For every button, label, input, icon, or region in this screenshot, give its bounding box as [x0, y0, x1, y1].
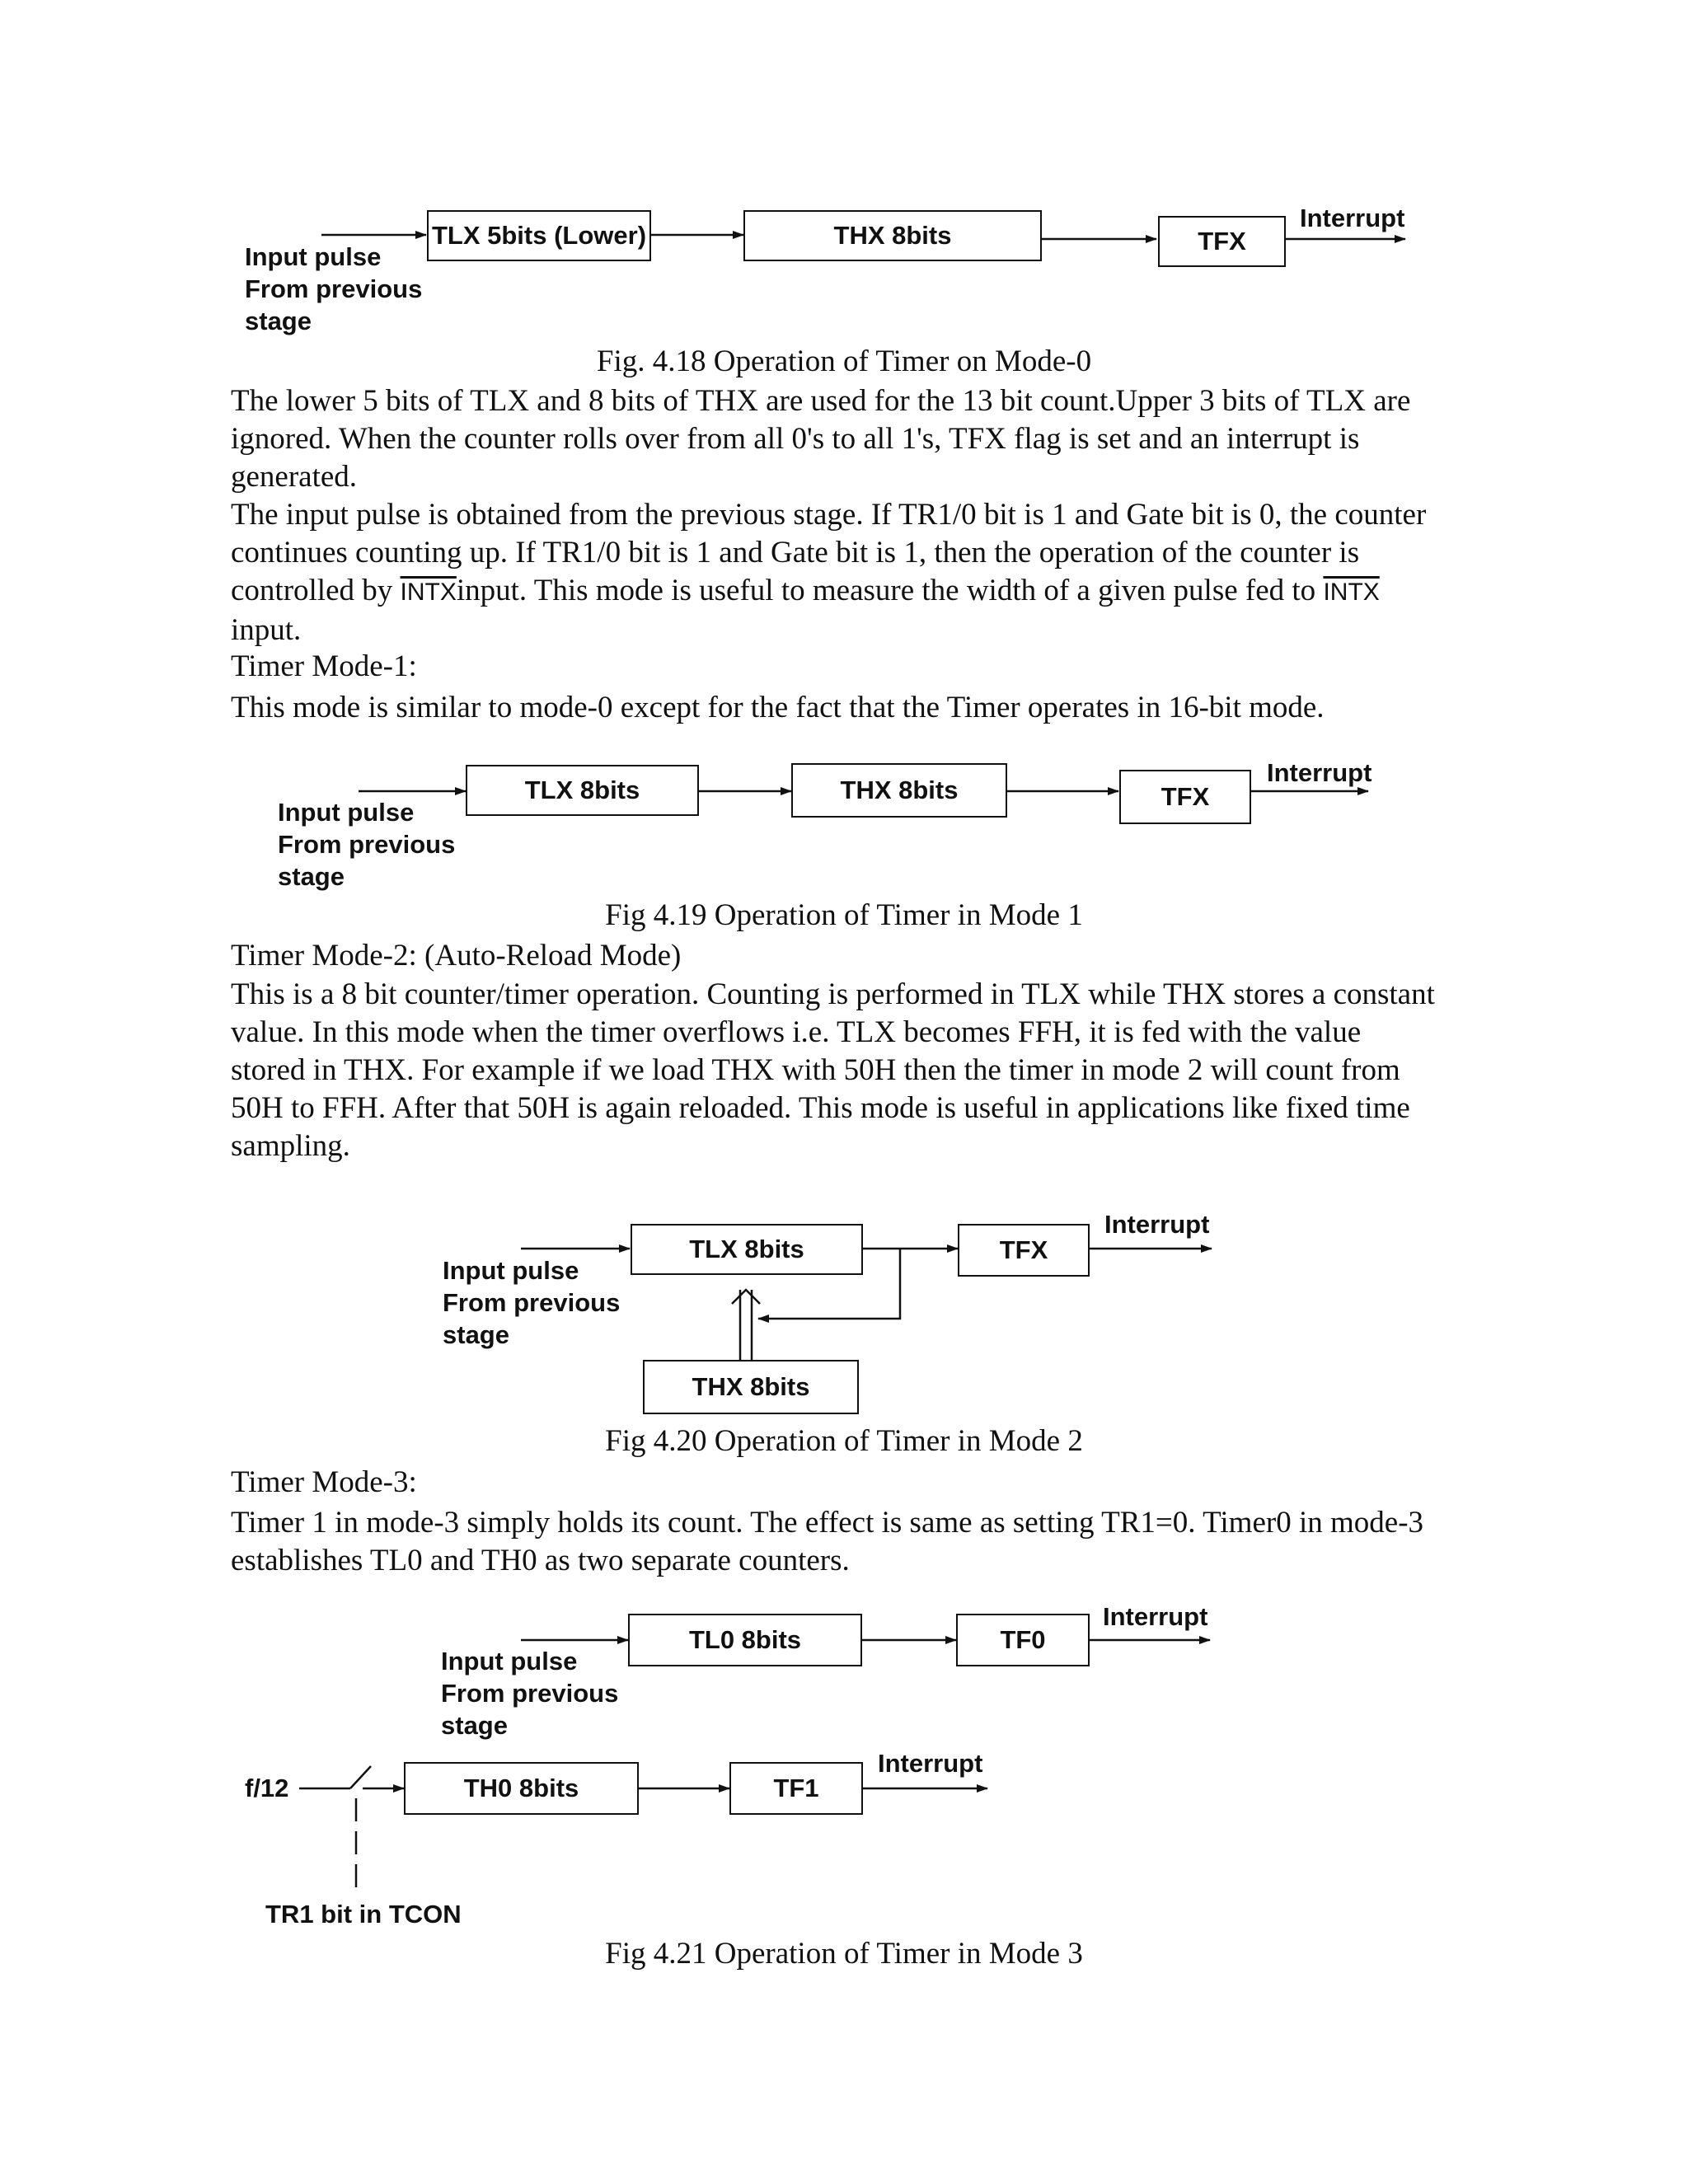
fig19-input-label-2: From previous — [278, 830, 456, 859]
mode3-heading: Timer Mode-3: — [231, 1465, 417, 1499]
fig21-caption: Fig 4.21 Operation of Timer in Mode 3 — [605, 1937, 1083, 1971]
fig18-tlx-box: TLX 5bits (Lower) — [427, 210, 651, 261]
fig19-interrupt-label: Interrupt — [1267, 758, 1372, 787]
fig20-input-label-1: Input pulse — [443, 1256, 579, 1285]
input-pulse-text-c: input. — [231, 613, 302, 647]
fig20-caption: Fig 4.20 Operation of Timer in Mode 2 — [605, 1424, 1083, 1458]
mode1-heading: Timer Mode-1: — [231, 649, 417, 683]
mode3-description: Timer 1 in mode-3 simply holds its count. The effect is same as setting TR1=0. Timer0 in mode-3 establishes TL0 and TH0 as two separate counters. — [231, 1506, 1424, 1577]
fig19-input-label-3: stage — [278, 862, 345, 891]
fig18-input-label-1: Input pulse — [245, 242, 382, 271]
fig20-thx-box: THX 8bits — [643, 1360, 859, 1414]
fig19-tlx-box: TLX 8bits — [466, 765, 699, 816]
fig19-input-label-1: Input pulse — [278, 798, 415, 827]
fig20-interrupt-label: Interrupt — [1104, 1210, 1210, 1239]
fig20-input-label-2: From previous — [443, 1288, 621, 1317]
fig20-tfx-box: TFX — [958, 1224, 1090, 1277]
fig21-input-label-2: From previous — [441, 1679, 619, 1708]
input-pulse-description — [231, 496, 1442, 649]
input-pulse-text-b: input. This mode is useful to measure the width of a given pulse fed to — [456, 574, 1324, 607]
fig19-thx-box: THX 8bits — [791, 763, 1007, 818]
mode2-description: This is a 8 bit counter/timer operation. Counting is performed in TLX while THX stores a constant value. In this mode when the timer overflows i.e. TLX becomes FFH, it is fed with the value stored in THX. For example if we load THX with 50H then the timer in mode 2 will count from 50H to FFH. After that 50H is again reloaded. This mode is useful in applications like fixed time sampling. — [231, 977, 1435, 1163]
fig18-input-label-3: stage — [245, 307, 312, 335]
fig19-caption: Fig 4.19 Operation of Timer in Mode 1 — [605, 898, 1083, 932]
fig18-interrupt-label: Interrupt — [1300, 204, 1405, 232]
fig18-tfx-box: TFX — [1158, 216, 1286, 267]
fig21-tr1-label: TR1 bit in TCON — [265, 1900, 462, 1929]
fig21-interrupt-bottom-label: Interrupt — [878, 1749, 983, 1778]
mode0-description: The lower 5 bits of TLX and 8 bits of THX are used for the 13 bit count.Upper 3 bits of TLX are ignored. When the counter rolls over from all 0's to all 1's, TFX flag is set and an interrupt is generated. — [231, 384, 1411, 494]
fig21-interrupt-top-label: Interrupt — [1103, 1602, 1208, 1631]
fig20-tlx-box: TLX 8bits — [631, 1224, 863, 1275]
fig18-input-label-2: From previous — [245, 274, 423, 303]
fig19-tfx-box: TFX — [1119, 770, 1251, 824]
fig21-tl0-box: TL0 8bits — [628, 1614, 862, 1666]
fig18-caption: Fig. 4.18 Operation of Timer on Mode-0 — [596, 344, 1092, 378]
intx-signal: INTX — [400, 579, 457, 606]
fig21-th0-box: TH0 8bits — [404, 1762, 639, 1815]
fig21-input-label-1: Input pulse — [441, 1647, 578, 1675]
fig21-tf1-box: TF1 — [729, 1762, 863, 1815]
input-pulse-text-a: The input pulse is obtained from the previous stage. If TR1/0 bit is 1 and Gate bit is 0, the counter continues counting up. If TR1/0 bit is 1 and Gate bit is 1, then the operation of the counter is controlled by — [231, 498, 1427, 607]
fig20-input-label-3: stage — [443, 1320, 509, 1349]
intx-signal-2: INTX — [1323, 579, 1380, 606]
mode2-heading: Timer Mode-2: (Auto-Reload Mode) — [231, 939, 682, 972]
fig18-thx-box: THX 8bits — [743, 210, 1042, 261]
fig21-f12-label: f/12 — [245, 1774, 289, 1802]
fig21-tf0-box: TF0 — [956, 1614, 1090, 1666]
mode1-description: This mode is similar to mode-0 except for the fact that the Timer operates in 16-bit mode. — [231, 691, 1325, 724]
fig21-input-label-3: stage — [441, 1711, 508, 1740]
